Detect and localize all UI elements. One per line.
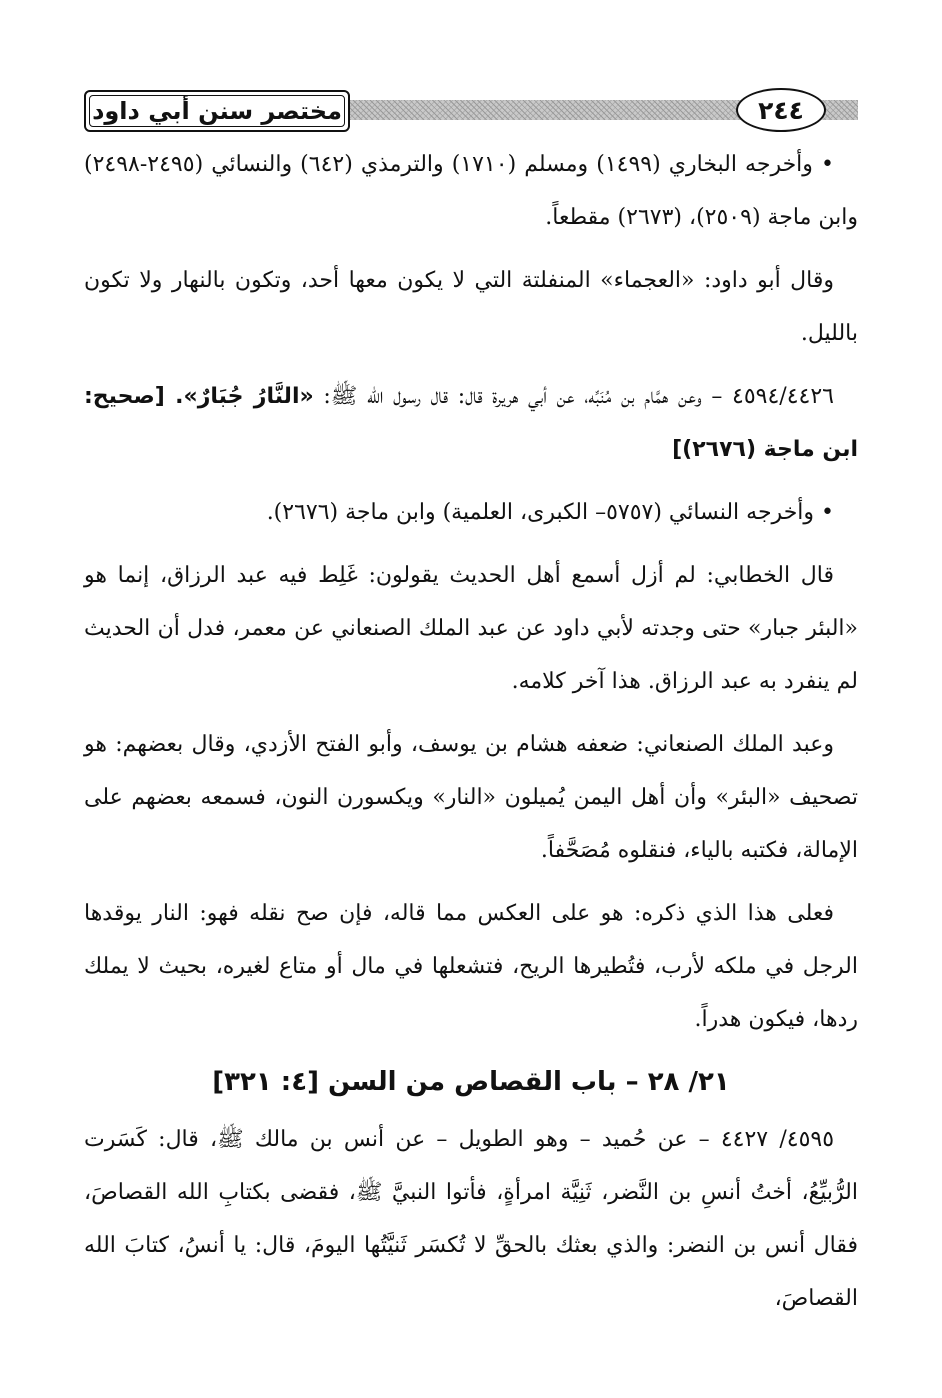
book-title: مختصر سنن أبي داود [92,97,342,125]
hadith-4594 [84,370,858,476]
running-header [84,88,858,132]
book-title-box [84,90,350,132]
hadith-4594-text: «النَّارُ جُبَارٌ». [175,384,314,409]
hadith-4595: ٤٥٩٥/ ٤٤٢٧ – عن حُميد – وهو الطويل – عن أنس بن مالك ﷺ، قال: كَسَرت الرُّبيِّعُ، أختُ أنسِ بن النَّضر، ثَنِيَّة امرأةٍ، فأتوا النبيَّ ﷺ، فقضى بكتابِ الله القصاصَ، فقال أنس بن النضر: والذي بعثك بالحقِّ لا تُكسَر ثَنيَّتُها اليومَ، قال: يا أنسُ، كتابَ الله القصاصَ، [84,1127,858,1311]
paragraph-explanation: فعلى هذا الذي ذكره: هو على العكس مما قاله، فإن صح نقله فهو: النار يوقدها الرجل في ملكه لأرب، فتُطيرها الريح، فتشعلها في مال أو متاع لغيره، بحيث لا يملك ردها، فيكون هدراً. [84,901,858,1032]
paragraph-abu-dawud-note: وقال أبو داود: «العجماء» المنفلتة التي لا يكون معها أحد، وتكون بالنهار ولا تكون بالليل. [84,268,858,346]
hadith-4594-grade: [صحيح: ابن ماجة (٢٦٧٦)] [84,384,858,462]
paragraph-takhrij-1: • وأخرجه البخاري (١٤٩٩) ومسلم (١٧١٠) والترمذي (٦٤٢) والنسائي (٢٤٩٥-٢٤٩٨) وابن ماجة (٢٥٠٩)، (٢٦٧٣) مقطعاً. [84,152,858,230]
paragraph-takhrij-2: • وأخرجه النسائي (٥٧٥٧– الكبرى، العلمية) وابن ماجة (٢٦٧٦). [266,500,834,525]
title-box-inner-border [89,95,345,127]
chapter-heading: ٢١/ ٢٨ – باب القصاص من السن [٤: ٣٢١] [212,1067,730,1097]
hadith-4594-chain: ٤٥٩٤/٤٤٢٦ – وعن همَّام بن مُنَبِّه، عن أبي هريرة قال: قال رسول الله ﷺ: [313,384,834,409]
paragraph-khattabi: قال الخطابي: لم أزل أسمع أهل الحديث يقولون: غَلِط فيه عبد الرزاق، إنما هو «البئر جبار» حتى وجدته لأبي داود عن عبد الملك الصنعاني عن معمر، فدل أن الحديث لم ينفرد به عبد الرزاق. هذا آخر كلامه. [84,563,858,694]
page-body [84,138,858,1335]
page-number: ٢٤٤ [736,88,826,132]
paragraph-abdulmalik: وعبد الملك الصنعاني: ضعفه هشام بن يوسف، وأبو الفتح الأزدي، وقال بعضهم: هو تصحيف «البئر» وأن أهل اليمن يُميلون «النار» ويكسورن النون، فسمعه بعضهم على الإمالة، فكتبه بالياء، فنقلوه مُصَحَّفاً. [84,732,859,863]
